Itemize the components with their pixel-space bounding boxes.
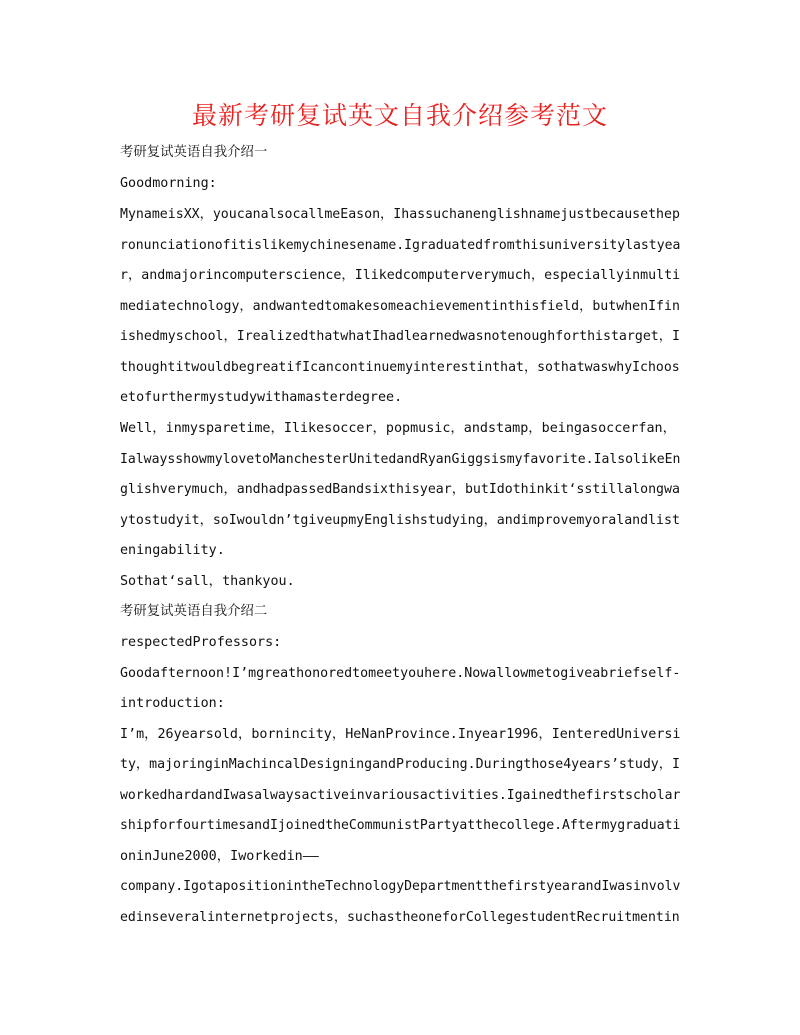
paragraph-line: IalwaysshowmylovetoManchesterUnitedandRyanGiggsismyfavorite.IalsolikeEn	[120, 452, 681, 467]
paragraph-line: ty，majoringinMachincalDesigningandProducing.Duringthose4years’study，I	[120, 757, 680, 772]
paragraph-line: oninJune2000，Iworkedin——	[120, 849, 319, 864]
paragraph-line: edinseveralinternetprojects，suchastheoneforCollegestudentRecruitmentin	[120, 910, 680, 925]
section-heading-2: 考研复试英语自我介绍二	[120, 604, 268, 619]
paragraph-line: ronunciationofitislikemychinesename.Igraduatedfromthisuniversitylastyea	[120, 238, 681, 253]
paragraph-line: Goodmorning:	[120, 176, 217, 191]
paragraph-line: r，andmajorincomputerscience，Ilikedcomputerverymuch，especiallyinmulti	[120, 268, 681, 283]
paragraph-line: I’m，26yearsold，bornincity，HeNanProvince.Inyear1996，IenteredUniversi	[120, 727, 681, 742]
paragraph-line: mediatechnology，andwantedtomakesomeachievementinthisfield，butwhenIfin	[120, 299, 680, 314]
paragraph-line: ytostudyit，soIwouldn’tgiveupmyEnglishstudying，andimprovemyoralandlist	[120, 513, 680, 528]
paragraph-line: Well，inmysparetime，Ilikesoccer，popmusic，andstamp，beingasoccerfan，	[120, 421, 676, 436]
document-title: 最新考研复试英文自我介绍参考范文	[191, 101, 608, 130]
paragraph-line: company.IgotapositionintheTechnologyDepartmentthefirstyearandIwasinvolv	[120, 879, 681, 894]
paragraph-line: workedhardandIwasalwaysactiveinvariousactivities.Igainedthefirstscholar	[120, 788, 681, 803]
paragraph-line: MynameisXX，youcanalsocallmeEason，Ihassuchanenglishnamejustbecausethep	[120, 207, 680, 222]
paragraph-line: glishverymuch，andhadpassedBandsixthisyear，butIdothinkit‘sstillalongwa	[120, 482, 680, 497]
paragraph-line: etofurthermystudywithamasterdegree.	[120, 390, 403, 405]
paragraph-line: thoughtitwouldbegreatifIcancontinuemyinterestinthat，sothatwaswhyIchoos	[120, 360, 680, 375]
paragraph-line: respectedProfessors:	[120, 635, 282, 650]
section-heading-1: 考研复试英语自我介绍一	[120, 145, 268, 160]
paragraph-line: eningability.	[120, 543, 225, 558]
paragraph-line: shipforfourtimesandIjoinedtheCommunistPartyatthecollege.Aftermygraduati	[120, 818, 681, 833]
paragraph-line: Goodafternoon!I’mgreathonoredtomeetyouhere.Nowallowmetogiveabriefself-	[120, 666, 681, 681]
paragraph-line: ishedmyschool，IrealizedthatwhatIhadlearnedwasnotenoughforthistarget，I	[120, 329, 680, 344]
paragraph-line: introduction:	[120, 696, 225, 711]
paragraph-line: Sothat‘sall，thankyou.	[120, 574, 295, 589]
